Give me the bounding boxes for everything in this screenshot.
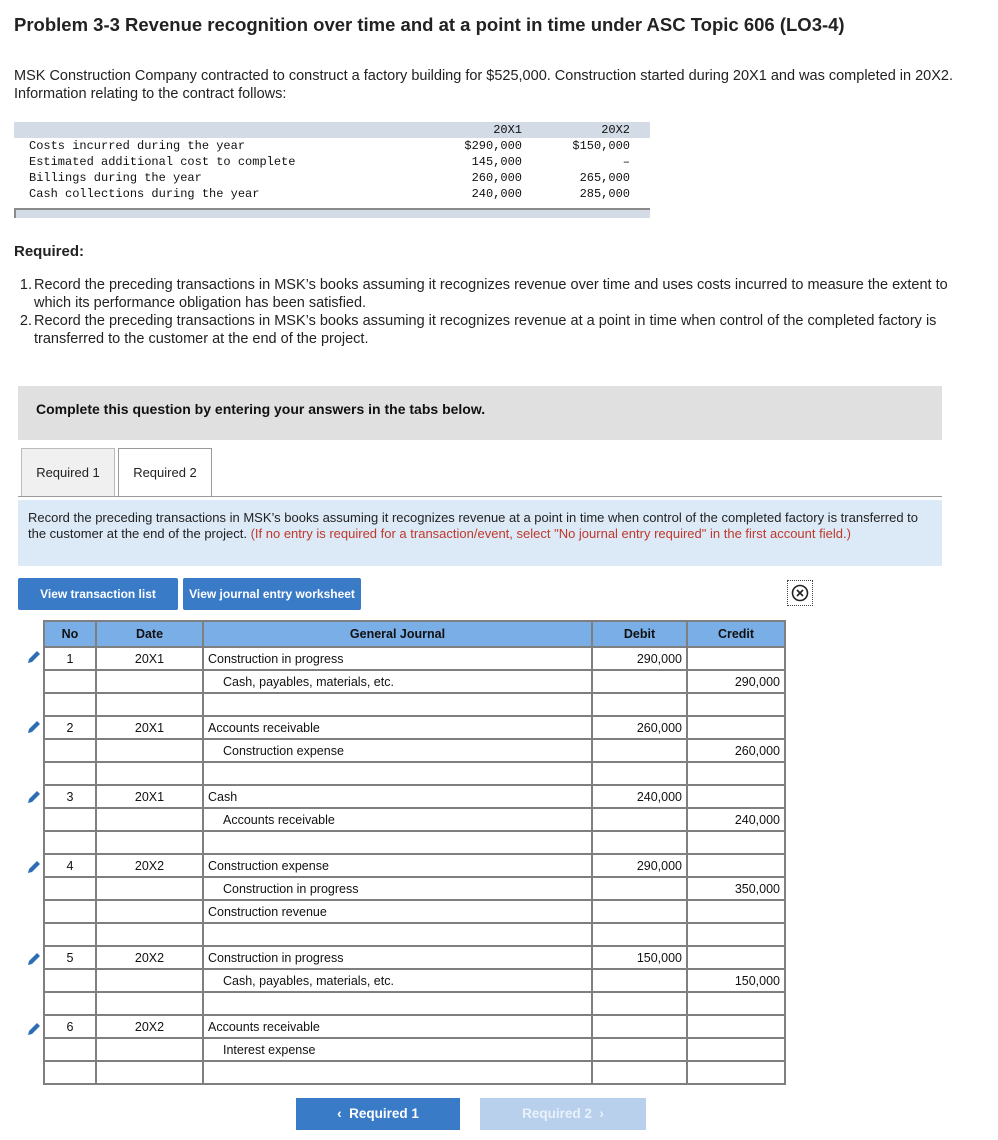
entry-no-empty	[44, 808, 96, 831]
entry-date: 20X2	[96, 854, 203, 877]
answer-tabs	[18, 448, 942, 498]
entry-no: 1	[44, 647, 96, 670]
credit-field[interactable]	[687, 1038, 785, 1061]
chevron-right-icon: ›	[599, 1106, 604, 1121]
table-row	[44, 808, 785, 831]
empty-cell	[96, 923, 203, 946]
debit-field[interactable]: 260,000	[592, 716, 687, 739]
col-debit-header: Debit	[592, 621, 687, 647]
problem-intro: MSK Construction Company contracted to construct a factory building for $525,000. Construction started during 20X1 and was completed in 20X2. Information relating to the contract follows:	[14, 68, 953, 102]
table-bottom-rule	[14, 208, 650, 218]
row-label: Costs incurred during the year	[29, 139, 246, 153]
account-field[interactable]: Construction expense	[203, 739, 592, 762]
table-row	[44, 716, 785, 739]
required-item-1	[14, 276, 974, 312]
credit-field[interactable]	[687, 1015, 785, 1038]
account-field[interactable]	[203, 1061, 592, 1084]
debit-field[interactable]	[592, 831, 687, 854]
journal-header-row	[44, 621, 785, 647]
entry-no: 5	[44, 946, 96, 969]
table-row	[44, 693, 785, 716]
row-value-20x2: 285,000	[579, 187, 630, 201]
debit-field[interactable]: 290,000	[592, 647, 687, 670]
debit-field[interactable]	[592, 1038, 687, 1061]
table-row	[44, 785, 785, 808]
debit-field[interactable]	[592, 1061, 687, 1084]
view-journal-worksheet-button[interactable]: View journal entry worksheet	[183, 578, 361, 610]
empty-cell	[96, 693, 203, 716]
account-field[interactable]: Cash, payables, materials, etc.	[203, 969, 592, 992]
account-field[interactable]	[203, 762, 592, 785]
account-field[interactable]: Construction in progress	[203, 877, 592, 900]
required-item-number: 2.	[19, 313, 32, 329]
credit-field[interactable]	[687, 785, 785, 808]
entry-no-empty	[44, 877, 96, 900]
credit-field[interactable]	[687, 1061, 785, 1084]
row-value-20x2: –	[622, 155, 630, 169]
row-label: Cash collections during the year	[29, 187, 260, 201]
account-field[interactable]: Construction in progress	[203, 946, 592, 969]
debit-field[interactable]	[592, 1015, 687, 1038]
credit-field[interactable]	[687, 946, 785, 969]
table-row	[44, 900, 785, 923]
entry-no-empty	[44, 1038, 96, 1061]
entry-no-empty	[44, 900, 96, 923]
empty-cell	[96, 992, 203, 1015]
row-value-20x2: $150,000	[572, 139, 630, 153]
instructions-banner: Complete this question by entering your answers in the tabs below.	[18, 386, 942, 440]
empty-cell	[44, 1061, 96, 1084]
table-row	[44, 831, 785, 854]
col-20x2-header: 20X2	[601, 123, 630, 137]
credit-field[interactable]: 290,000	[687, 670, 785, 693]
tab-divider	[18, 496, 942, 497]
contract-data-table	[14, 122, 650, 218]
entry-no-empty	[44, 670, 96, 693]
empty-cell	[96, 831, 203, 854]
table-header-row	[14, 122, 650, 138]
tab-required-2[interactable]: Required 2	[118, 448, 212, 498]
table-row	[14, 170, 650, 186]
table-row	[44, 969, 785, 992]
account-field[interactable]: Accounts receivable	[203, 716, 592, 739]
table-row	[44, 854, 785, 877]
credit-field[interactable]: 350,000	[687, 877, 785, 900]
credit-field[interactable]	[687, 693, 785, 716]
credit-field[interactable]: 150,000	[687, 969, 785, 992]
account-field[interactable]	[203, 923, 592, 946]
row-value-20x2: 265,000	[579, 171, 630, 185]
empty-cell	[96, 762, 203, 785]
credit-field[interactable]	[687, 854, 785, 877]
col-account-header: General Journal	[203, 621, 592, 647]
debit-field[interactable]: 290,000	[592, 854, 687, 877]
view-transaction-list-button[interactable]: View transaction list	[18, 578, 178, 610]
table-row	[44, 877, 785, 900]
entry-date: 20X1	[96, 785, 203, 808]
col-no-header: No	[44, 621, 96, 647]
col-20x1-header: 20X1	[493, 123, 522, 137]
row-label: Estimated additional cost to complete	[29, 155, 296, 169]
prev-label: Required 1	[349, 1106, 419, 1121]
table-row	[44, 1038, 785, 1061]
entry-date-empty	[96, 900, 203, 923]
empty-cell	[44, 693, 96, 716]
credit-field[interactable]	[687, 762, 785, 785]
next-label: Required 2	[522, 1106, 592, 1121]
close-circle-icon	[791, 584, 809, 602]
empty-cell	[44, 831, 96, 854]
table-row	[44, 1015, 785, 1038]
empty-cell	[44, 762, 96, 785]
debit-field[interactable]	[592, 762, 687, 785]
account-field[interactable]: Interest expense	[203, 1038, 592, 1061]
credit-field[interactable]	[687, 831, 785, 854]
account-field[interactable]	[203, 831, 592, 854]
debit-field[interactable]	[592, 693, 687, 716]
debit-field[interactable]	[592, 670, 687, 693]
entry-date-empty	[96, 739, 203, 762]
required-heading: Required:	[14, 243, 85, 260]
required-item-number: 1.	[19, 277, 32, 293]
empty-cell	[44, 923, 96, 946]
entry-date-empty	[96, 877, 203, 900]
pencil-icon[interactable]	[26, 649, 42, 665]
debit-field[interactable]: 150,000	[592, 946, 687, 969]
account-field[interactable]: Construction expense	[203, 854, 592, 877]
empty-cell	[96, 1061, 203, 1084]
row-value-20x1: 260,000	[471, 171, 522, 185]
entry-date: 20X1	[96, 716, 203, 739]
credit-field[interactable]	[687, 992, 785, 1015]
row-value-20x1: 145,000	[471, 155, 522, 169]
debit-field[interactable]	[592, 739, 687, 762]
table-row	[44, 739, 785, 762]
account-field[interactable]: Cash	[203, 785, 592, 808]
table-row	[14, 138, 650, 154]
row-value-20x1: $290,000	[464, 139, 522, 153]
account-field[interactable]	[203, 992, 592, 1015]
required-item-text: Record the preceding transactions in MSK’s books assuming it recognizes revenue at a point in time when control of the completed factory is transferred to the customer at the end of the project.	[34, 313, 937, 347]
account-field[interactable]	[203, 693, 592, 716]
account-field[interactable]: Accounts receivable	[203, 1015, 592, 1038]
account-field[interactable]: Cash, payables, materials, etc.	[203, 670, 592, 693]
credit-field[interactable]: 240,000	[687, 808, 785, 831]
pencil-icon[interactable]	[26, 859, 42, 875]
debit-field[interactable]	[592, 900, 687, 923]
pencil-icon[interactable]	[26, 719, 42, 735]
empty-cell	[44, 992, 96, 1015]
chevron-left-icon: ‹	[337, 1106, 342, 1121]
required-item-2	[14, 312, 974, 348]
table-row	[44, 946, 785, 969]
table-row	[14, 154, 650, 170]
debit-field[interactable]	[592, 808, 687, 831]
prev-required-button[interactable]	[296, 1098, 460, 1130]
entry-no: 2	[44, 716, 96, 739]
entry-date: 20X2	[96, 1015, 203, 1038]
entry-no: 6	[44, 1015, 96, 1038]
debit-field[interactable]	[592, 877, 687, 900]
account-field[interactable]: Construction revenue	[203, 900, 592, 923]
general-journal-grid	[43, 620, 784, 1088]
entry-no: 4	[44, 854, 96, 877]
entry-date-empty	[96, 969, 203, 992]
instruction-text: Record the preceding transactions in MSK’s books assuming it recognizes revenue at a point in time when control of the completed factory is transferred to the customer at the end of the project.	[28, 510, 918, 541]
table-row	[44, 992, 785, 1015]
entry-no-empty	[44, 969, 96, 992]
credit-field[interactable]: 260,000	[687, 739, 785, 762]
credit-field[interactable]	[687, 923, 785, 946]
credit-field[interactable]	[687, 716, 785, 739]
entry-no: 3	[44, 785, 96, 808]
table-row	[44, 762, 785, 785]
credit-field[interactable]	[687, 900, 785, 923]
row-value-20x1: 240,000	[471, 187, 522, 201]
table-row	[44, 1061, 785, 1084]
instruction-note: (If no entry is required for a transaction/event, select "No journal entry required" in the first account field.)	[250, 526, 851, 541]
pencil-icon[interactable]	[26, 951, 42, 967]
credit-field[interactable]	[687, 647, 785, 670]
table-row	[44, 647, 785, 670]
table-row	[44, 670, 785, 693]
entry-no-empty	[44, 739, 96, 762]
debit-field[interactable]	[592, 992, 687, 1015]
entry-date: 20X2	[96, 946, 203, 969]
table-row	[14, 186, 650, 202]
table-row	[44, 923, 785, 946]
row-label: Billings during the year	[29, 171, 202, 185]
next-required-button[interactable]	[480, 1098, 646, 1130]
required-list	[14, 276, 974, 348]
problem-title: Problem 3-3 Revenue recognition over time and at a point in time under ASC Topic 606 (LO3-4)	[14, 14, 845, 35]
close-icon[interactable]	[787, 580, 813, 606]
debit-field[interactable]	[592, 923, 687, 946]
debit-field[interactable]	[592, 969, 687, 992]
col-credit-header: Credit	[687, 621, 785, 647]
account-field[interactable]: Construction in progress	[203, 647, 592, 670]
col-date-header: Date	[96, 621, 203, 647]
pencil-icon[interactable]	[26, 789, 42, 805]
required-item-text: Record the preceding transactions in MSK’s books assuming it recognizes revenue over time and uses costs incurred to measure the extent to which its performance obligation has been satisfied.	[34, 277, 948, 311]
account-field[interactable]: Accounts receivable	[203, 808, 592, 831]
entry-date: 20X1	[96, 647, 203, 670]
table-bottom-tick	[14, 208, 16, 218]
entry-date-empty	[96, 1038, 203, 1061]
tab-required-1[interactable]: Required 1	[21, 448, 115, 496]
entry-date-empty	[96, 808, 203, 831]
pencil-icon[interactable]	[26, 1021, 42, 1037]
entry-date-empty	[96, 670, 203, 693]
debit-field[interactable]: 240,000	[592, 785, 687, 808]
tab-instruction	[18, 500, 942, 566]
